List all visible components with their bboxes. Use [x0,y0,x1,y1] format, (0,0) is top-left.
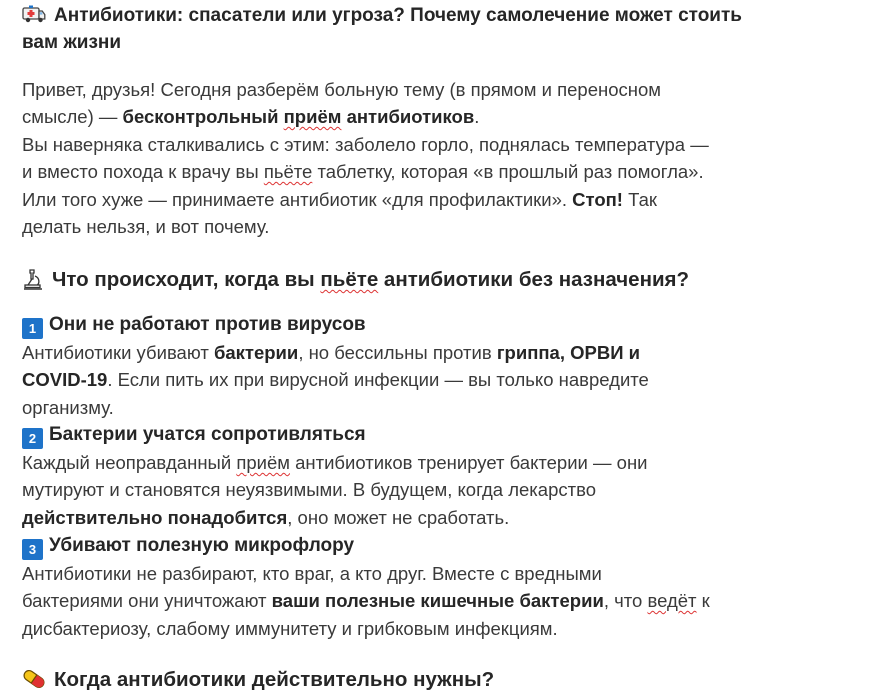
intro-line-6: делать нельзя, и вот почему. [22,216,270,237]
list-item-2-title: 2 Бактерии учатся сопротивляться [22,421,366,449]
list-item-1-title: 1 Они не работают против вирусов [22,311,366,339]
title-line-1: Антибиотики: спасатели или угроза? Почему самолечение может стоить [54,5,742,26]
article-title [22,2,742,29]
spellcheck-word: пьёте [263,161,313,182]
item-1-line-3: организму. [22,397,114,418]
item-1-line-2: COVID-19. Если пить их при вирусной инфекции — вы только навредите [22,369,649,390]
item-3-line-1: Антибиотики не разбирают, кто враг, а кто друг. Вместе с вредными [22,563,602,584]
ambulance-icon [22,3,46,25]
title-line-2: вам жизни [22,32,122,53]
spellcheck-word: ведёт [647,590,697,611]
intro-line-3: Вы наверняка сталкивались с этим: заболело горло, поднялась температура — [22,134,709,155]
pill-icon [22,668,46,690]
spellcheck-word: пьёте [320,268,379,291]
item-3-line-3: дисбактериозу, слабому иммунитету и грибковым инфекциям. [22,618,558,639]
intro-line-2: смысле) — бесконтрольный приём антибиотиков. [22,106,480,127]
spellcheck-word: приём [283,106,342,127]
section-heading-2: Когда антибиотики действительно нужны? [22,666,494,694]
stop-emphasis: Стоп! [572,189,623,210]
microscope-icon [22,268,44,290]
section-heading-1: Что происходит, когда вы пьёте антибиотики без назначения? [22,266,689,294]
item-2-line-3: действительно понадобится, оно может не сработать. [22,507,510,528]
bold-phrase: бесконтрольный приём антибиотиков [122,106,475,127]
number-3-icon: 3 [22,539,43,560]
spellcheck-word: приём [236,452,290,473]
item-3-line-2: бактериями они уничтожают ваши полезные кишечные бактерии, что ведёт к [22,590,710,611]
number-2-icon: 2 [22,428,43,449]
intro-line-1: Привет, друзья! Сегодня разберём больную тему (в прямом и переносном [22,79,661,100]
item-2-line-1: Каждый неоправданный приём антибиотиков тренирует бактерии — они [22,452,648,473]
item-1-line-1: Антибиотики убивают бактерии, но бессильны против гриппа, ОРВИ и [22,342,641,363]
item-2-line-2: мутируют и становятся неуязвимыми. В будущем, когда лекарство [22,479,597,500]
list-item-3-title: 3 Убивают полезную микрофлору [22,532,354,560]
intro-line-4: и вместо похода к врачу вы пьёте таблетку, которая «в прошлый раз помогла». [22,161,704,182]
intro-line-5: Или того хуже — принимаете антибиотик «для профилактики». Стоп! Так [22,189,657,210]
number-1-icon: 1 [22,318,43,339]
